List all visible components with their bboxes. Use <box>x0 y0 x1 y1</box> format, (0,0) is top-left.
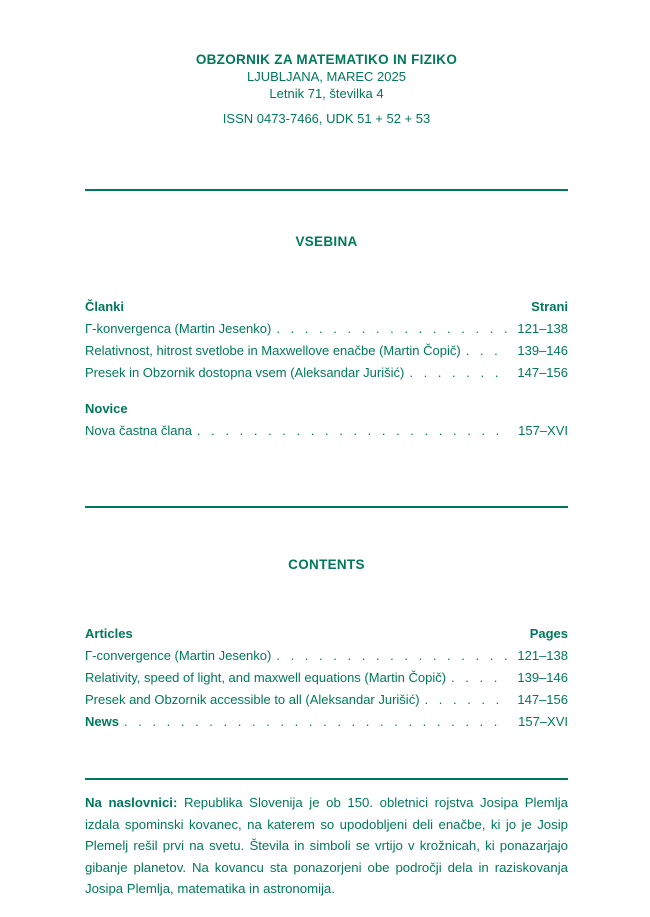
horizontal-rule-bottom <box>85 778 568 780</box>
article-title: Γ-konvergenca (Martin Jesenko) <box>85 321 272 336</box>
page-content <box>85 0 568 900</box>
article-title: Γ-convergence (Martin Jesenko) <box>85 648 272 663</box>
dot-leader <box>276 318 508 340</box>
journal-title: OBZORNIK ZA MATEMATIKO IN FIZIKO <box>195 52 458 67</box>
dot-leader <box>276 645 508 667</box>
article-pages: 157–XVI <box>518 423 568 438</box>
contents-col-articles: Articles <box>85 626 133 641</box>
contents-col-pages: Pages <box>529 626 568 641</box>
vsebina-heading: VSEBINA <box>295 234 358 249</box>
dot-leader <box>466 340 508 362</box>
dot-leader <box>124 711 508 733</box>
vsebina-col-pages: Strani <box>531 299 568 314</box>
article-pages: 147–156 <box>517 692 568 707</box>
article-pages: 121–138 <box>517 321 568 336</box>
journal-issn: ISSN 0473-7466, UDK 51 + 52 + 53 <box>222 111 431 126</box>
article-title: Relativnost, hitrost svetlobe in Maxwellove enačbe (Martin Čopič) <box>85 343 461 358</box>
article-pages: 121–138 <box>517 648 568 663</box>
novice-subheading: Novice <box>85 401 128 416</box>
dot-leader <box>451 667 508 689</box>
article-pages: 147–156 <box>517 365 568 380</box>
cover-note-text: Republika Slovenija je ob 150. obletnici rojstva Josipa Plemlja izdala spominski kovanec, na katerem so upodobljeni deli enačbe, ki jo je Josip Plemelj rešil prvi na svetu. Števila in simboli se vrtijo v krožnicah, ki ponazarjajo gibanje planetov. Na kovancu sta ponazorjeni obe področji dela in raziskovanja Josipa Plemlja, matematika in astronomija. <box>85 795 568 896</box>
article-pages: 157–XVI <box>518 714 568 729</box>
toc-row <box>85 667 568 689</box>
masthead <box>85 0 568 127</box>
toc-row <box>85 340 568 362</box>
article-pages: 139–146 <box>517 670 568 685</box>
vsebina-col-articles: Članki <box>85 299 125 314</box>
vsebina-column-headers <box>85 296 568 318</box>
article-title: Presek in Obzornik dostopna vsem (Aleksandar Jurišić) <box>85 365 405 380</box>
dot-leader <box>197 420 508 442</box>
article-title: Presek and Obzornik accessible to all (Aleksandar Jurišić) <box>85 692 420 707</box>
toc-row <box>85 318 568 340</box>
horizontal-rule-middle <box>85 506 568 508</box>
toc-row <box>85 645 568 667</box>
journal-issue: Letnik 71, številka 4 <box>269 86 384 101</box>
contents-heading: CONTENTS <box>288 557 365 572</box>
toc-row <box>85 711 568 733</box>
article-pages: 139–146 <box>517 343 568 358</box>
contents-column-headers <box>85 623 568 645</box>
dot-leader <box>409 362 508 384</box>
article-title: News <box>85 714 119 729</box>
journal-place-date: LJUBLJANA, MAREC 2025 <box>247 69 406 84</box>
cover-note-label: Na naslovnici: <box>85 795 178 810</box>
article-title: Relativity, speed of light, and maxwell equations (Martin Čopič) <box>85 670 447 685</box>
cover-note <box>85 792 568 900</box>
toc-row <box>85 362 568 384</box>
toc-row <box>85 420 568 442</box>
toc-row <box>85 689 568 711</box>
horizontal-rule-top <box>85 189 568 191</box>
dot-leader <box>425 689 508 711</box>
article-title: Nova častna člana <box>85 423 192 438</box>
